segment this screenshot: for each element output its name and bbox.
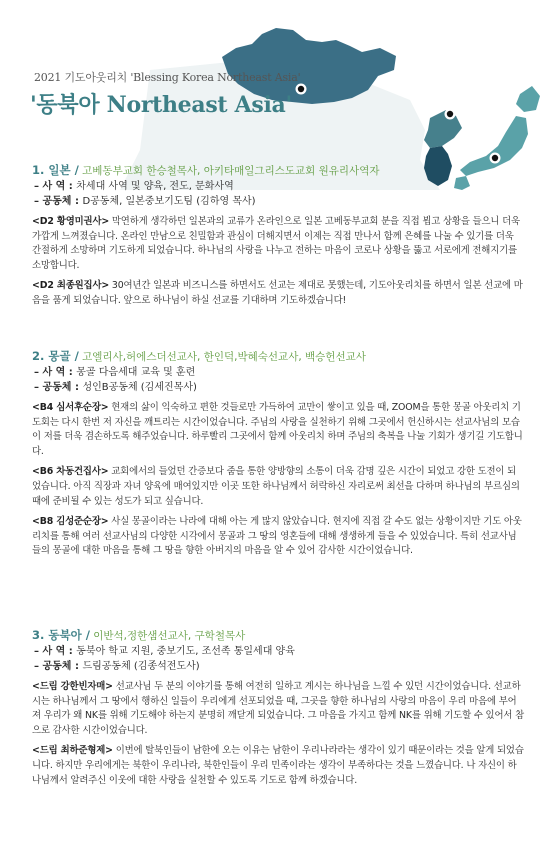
community-value: D공동체, 일본중보기도팀 (김하영 목사) xyxy=(82,196,256,207)
ministry-value: 몽골 다음세대 교육 및 훈련 xyxy=(76,367,196,378)
testimony xyxy=(32,215,524,273)
ministry-line xyxy=(32,179,524,194)
testimony-text: 30여년간 일본과 비즈니스를 하면서도 선교는 제대로 못했는데, 기도아웃리치를 하면서 일본 선교에 마음을 품게 되었습니다. 앞으로 하나님이 하실 선교를 기대하며 기도하겠습니다! xyxy=(32,280,523,306)
testimony-text: 교회에서의 들었던 간증보다 줌을 통한 양방향의 소통이 더욱 감명 깊은 시간이 되었고 강한 도전이 되었습니다. 아직 직장과 자녀 양육에 매여있지만 이곳 또한 하나님께서 허락하신 자리로써 최선을 다하며 하나님의 부르심의 때에 준비될 수 있는 성도가 되고 싶습니다. xyxy=(32,466,520,507)
community-line xyxy=(32,659,524,674)
community-line xyxy=(32,380,524,395)
ministry-line xyxy=(32,365,524,380)
testimony xyxy=(32,744,524,788)
section-heading xyxy=(32,627,524,644)
section-people: 고엘리사,허에스더선교사, 한인덕,박혜숙선교사, 백승헌선교사 xyxy=(78,351,366,363)
testimony xyxy=(32,515,524,559)
testimony-author: <D2 최종원집사> xyxy=(32,280,110,292)
page-title: '동북아 Northeast Asia' xyxy=(30,92,292,118)
marker-mongolia xyxy=(296,84,307,95)
testimony-text: 선교사님 두 분의 이야기를 통해 여전히 일하고 계시는 하나님을 느낄 수 있던 시간이었습니다. 선교하시는 하나님께서 그 땅에서 행하신 일들이 우리에게 선포되었을 때, 그곳을 향한 하나님의 사랑의 마음이 우리 마음에 부어져 우리가 왜 NK를 위해 기도해야 하는지 분명히 깨닫게 되었습니다. 그 마음을 가지고 함께 NK를 위해 기도할 수 있어서 참으로 감사한 시간이었습니다. xyxy=(32,681,525,736)
testimony xyxy=(32,465,524,509)
section-number: 2. 몽골 / xyxy=(32,349,79,363)
section-heading xyxy=(32,162,524,179)
testimony-text: 현재의 삶이 익숙하고 편한 것들로만 가득하여 교만이 쌓이고 있을 때, ZOOM을 통한 몽골 아웃리치 기도회는 다시 한번 저 자신을 깨트리는 시간이었습니다. 주님의 사랑을 실천하기 위해 그곳에서 헌신하시는 선교사님의 모습이 저를 더욱 겸손하도록 해주었습니다. 하루빨리 그곳에서 함께 아웃리치 하며 주님의 축복을 나눌 기회가 생기길 기도합니다. xyxy=(32,402,523,457)
testimony-author: <B4 심서후순장> xyxy=(32,402,109,413)
japan-hokkaido-shape xyxy=(516,86,540,112)
section-people: 이반석,정한샘선교사, 구학철목사 xyxy=(89,630,246,642)
section-people: 고베동부교회 한승철목사, 아키타매일그리스도교회 원유리사역자 xyxy=(78,165,380,177)
testimony xyxy=(32,279,524,308)
section-japan xyxy=(32,162,524,309)
testimony-author: <D2 황영미권사> xyxy=(32,216,110,227)
section-number: 3. 동북아 / xyxy=(32,628,90,642)
ministry-value: 동북아 학교 지원, 중보기도, 조선족 통일세대 양육 xyxy=(76,646,295,657)
community-value: 드림공동체 (김종석전도사) xyxy=(82,661,200,672)
testimony-author: <B8 김성준순장> xyxy=(32,516,109,528)
section-number: 1. 일본 / xyxy=(32,163,79,177)
testimony-text: 사실 몽골이라는 나라에 대해 아는 게 많지 않았습니다. 현지에 직접 갈 수도 없는 상황이지만 기도 아웃리치를 통해 여러 선교사님의 다양한 시각에서 몽골과 그 땅의 영혼들에 대해 생생하게 들을 수 있었습니다. 특히 선교사님들의 몽골에 대한 마음을 통해 그 땅을 향한 아버지의 마음을 알 수 있어 감사한 시간이었습니다. xyxy=(32,516,522,557)
marker-korea xyxy=(445,109,456,120)
north-korea-shape xyxy=(424,110,462,148)
header-subtitle: 2021 기도아웃리치 'Blessing Korea Northeast Asia' xyxy=(34,71,301,84)
ministry-label: – 사 역 : xyxy=(34,646,77,657)
community-value: 성인B공동체 (김세진목사) xyxy=(82,382,197,393)
ministry-label: – 사 역 : xyxy=(34,367,77,378)
community-label: – 공동체 : xyxy=(34,382,83,393)
testimony-author: <드림 최하준형제> xyxy=(32,745,113,757)
testimony xyxy=(32,401,524,459)
ministry-line xyxy=(32,644,524,659)
section-northeast-asia xyxy=(32,627,524,788)
section-heading xyxy=(32,348,524,365)
community-label: – 공동체 : xyxy=(34,661,83,672)
section-mongolia xyxy=(32,348,524,559)
testimony xyxy=(32,680,524,738)
testimony-text: 이번에 탈북인들이 남한에 오는 이유는 남한이 우리나라라는 생각이 있기 때문이라는 것을 알게 되었습니다. 하지만 우리에게는 북한이 우리나라, 북한인들이 우리 민족이라는 생각이 부족하다는 것을 느꼈습니다. 나 자신이 하나님께서 알려주신 이웃에 대한 사랑을 실천할 수 있도록 기도로 함께 하겠습니다. xyxy=(32,745,524,786)
testimony-author: <드림 강한빈자매> xyxy=(32,681,113,692)
testimony-author: <B6 차동건집사> xyxy=(32,466,109,478)
ministry-label: – 사 역 : xyxy=(34,181,77,192)
ministry-value: 차세대 사역 및 양육, 전도, 문화사역 xyxy=(76,181,234,192)
community-line xyxy=(32,194,524,209)
testimony-text: 막연하게 생각하던 일본과의 교류가 온라인으로 일본 고베동부교회 분을 직접 뵙고 상황을 들으니 더욱 가깝게 느껴졌습니다. 온라인 만남으로 친밀함과 관심이 더해지면서 이제는 직접 만나서 함께 은혜를 나눌 수 있기를 더욱 간절하게 소망하며 기도하게 되었습니다. 하나님의 사랑을 나누고 전하는 마음이 코로나 상황을 뚫고 서로에게 전해지기를 소망합니다. xyxy=(32,216,520,271)
community-label: – 공동체 : xyxy=(34,196,83,207)
